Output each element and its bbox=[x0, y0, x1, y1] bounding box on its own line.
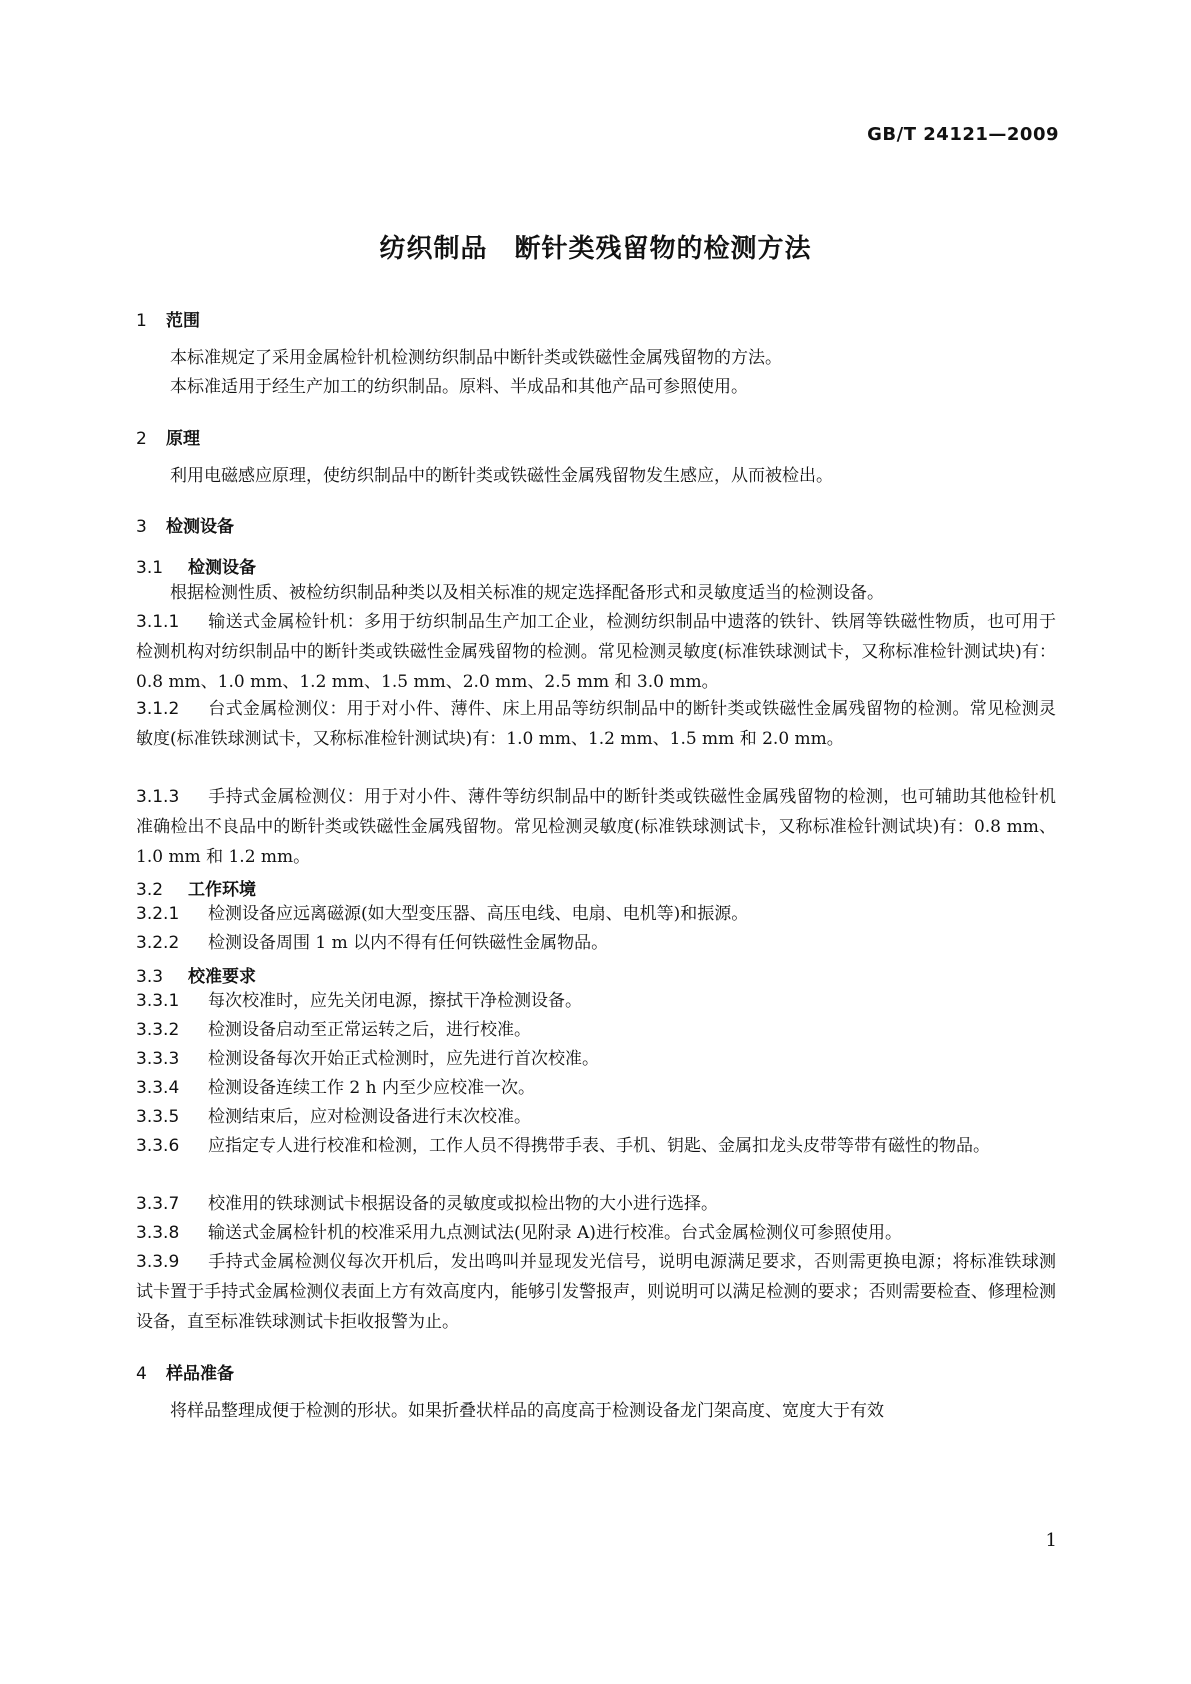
clause-text: 检测结束后，应对检测设备进行末次校准。 bbox=[208, 1107, 531, 1127]
clause-text: 手持式金属检测仪：用于对小件、薄件等纺织制品中的断针类或铁磁性金属残留物的检测，也可辅助其他检针机准确检出不良品中的断针类或铁磁性金属残留物。常见检测灵敏度(标准铁球测试卡，又称标准检针测试块)有：0.8 mm、1.0 mm 和 1.2 mm。 bbox=[136, 787, 1056, 867]
clause-text: 检测设备每次开始正式检测时，应先进行首次校准。 bbox=[208, 1049, 599, 1069]
page-number: 1 bbox=[1045, 1530, 1057, 1551]
paragraph: 将样品整理成便于检测的形状。如果折叠状样品的高度高于检测设备龙门架高度、宽度大于有效 bbox=[170, 1401, 884, 1421]
clause-number: 3.1.2 bbox=[136, 699, 180, 719]
clause-3-3-5 bbox=[136, 1102, 1056, 1132]
section-title: 原理 bbox=[166, 429, 200, 449]
clause-text: 检测设备应远离磁源(如大型变压器、高压电线、电扇、电机等)和振源。 bbox=[208, 904, 749, 924]
clause-text: 台式金属检测仪：用于对小件、薄件、床上用品等纺织制品中的断针类或铁磁性金属残留物的检测。常见检测灵敏度(标准铁球测试卡，又称标准检针测试块)有：1.0 mm、1.2 mm、1.5 mm 和 2.0 mm。 bbox=[136, 699, 1056, 749]
clause-number: 3.3.7 bbox=[136, 1194, 180, 1214]
clause-text: 每次校准时，应先关闭电源，擦拭干净检测设备。 bbox=[208, 991, 582, 1011]
clause-3-3-8 bbox=[136, 1218, 1056, 1248]
clause-text: 输送式金属检针机的校准采用九点测试法(见附录 A)进行校准。台式金属检测仪可参照使用。 bbox=[208, 1223, 902, 1243]
clause-text: 应指定专人进行校准和检测，工作人员不得携带手表、手机、钥匙、金属扣龙头皮带等带有磁性的物品。 bbox=[208, 1136, 990, 1156]
section-4-heading bbox=[136, 1359, 234, 1384]
subsection-title: 校准要求 bbox=[188, 967, 256, 987]
clause-3-3-4 bbox=[136, 1073, 1056, 1103]
clause-number: 3.3.3 bbox=[136, 1049, 180, 1069]
clause-number: 3.1.3 bbox=[136, 787, 180, 807]
clause-text: 输送式金属检针机：多用于纺织制品生产加工企业，检测纺织制品中遗落的铁针、铁屑等铁磁性物质，也可用于检测机构对纺织制品中的断针类或铁磁性金属残留物的检测。常见检测灵敏度(标准铁球测试卡，又称标准检针测试块)有：0.8 mm、1.0 mm、1.2 mm、1.5 mm、2.0 mm、2.5 mm 和 3.0 mm。 bbox=[136, 612, 1056, 692]
section-2-heading bbox=[136, 424, 200, 449]
section-number: 4 bbox=[136, 1364, 147, 1384]
paragraph: 本标准规定了采用金属检针机检测纺织制品中断针类或铁磁性金属残留物的方法。 bbox=[170, 348, 782, 368]
clause-number: 3.3.8 bbox=[136, 1223, 180, 1243]
clause-3-3-2 bbox=[136, 1015, 1056, 1045]
section-number: 3 bbox=[136, 517, 147, 537]
clause-text: 校准用的铁球测试卡根据设备的灵敏度或拟检出物的大小进行选择。 bbox=[208, 1194, 718, 1214]
document-title: 纺织制品 断针类残留物的检测方法 bbox=[379, 234, 812, 264]
clause-3-3-9 bbox=[136, 1247, 1056, 1337]
paragraph: 利用电磁感应原理，使纺织制品中的断针类或铁磁性金属残留物发生感应，从而被检出。 bbox=[170, 466, 833, 486]
subsection-3-2-heading bbox=[136, 875, 256, 900]
clause-number: 3.3.4 bbox=[136, 1078, 180, 1098]
clause-text: 检测设备连续工作 2 h 内至少应校准一次。 bbox=[208, 1078, 535, 1098]
clause-3-2-1 bbox=[136, 899, 1056, 929]
section-number: 2 bbox=[136, 429, 147, 449]
clause-3-3-1 bbox=[136, 986, 1056, 1016]
clause-number: 3.2.1 bbox=[136, 904, 180, 924]
subsection-number: 3.1 bbox=[136, 558, 164, 578]
section-title: 范围 bbox=[166, 311, 200, 331]
clause-3-1-2 bbox=[136, 694, 1056, 754]
clause-number: 3.1.1 bbox=[136, 612, 180, 632]
clause-number: 3.3.6 bbox=[136, 1136, 180, 1156]
subsection-number: 3.2 bbox=[136, 880, 164, 900]
clause-3-3-6 bbox=[136, 1131, 1056, 1161]
section-1-heading bbox=[136, 306, 200, 331]
clause-number: 3.3.1 bbox=[136, 991, 180, 1011]
clause-3-1-1 bbox=[136, 607, 1056, 697]
section-title: 检测设备 bbox=[166, 517, 234, 537]
clause-3-3-7 bbox=[136, 1189, 1056, 1219]
section-3-heading bbox=[136, 512, 234, 537]
section-number: 1 bbox=[136, 311, 147, 331]
subsection-title: 工作环境 bbox=[188, 880, 256, 900]
clause-text: 手持式金属检测仪每次开机后，发出鸣叫并显现发光信号，说明电源满足要求，否则需更换电源；将标准铁球测试卡置于手持式金属检测仪表面上方有效高度内，能够引发警报声，则说明可以满足检测的要求；否则需要检查、修理检测设备，直至标准铁球测试卡拒收报警为止。 bbox=[136, 1252, 1056, 1332]
clause-text: 检测设备启动至正常运转之后，进行校准。 bbox=[208, 1020, 531, 1040]
clause-3-2-2 bbox=[136, 928, 1056, 958]
clause-text: 检测设备周围 1 m 以内不得有任何铁磁性金属物品。 bbox=[208, 933, 609, 953]
paragraph: 本标准适用于经生产加工的纺织制品。原料、半成品和其他产品可参照使用。 bbox=[170, 377, 748, 397]
clause-number: 3.3.2 bbox=[136, 1020, 180, 1040]
clause-number: 3.2.2 bbox=[136, 933, 180, 953]
clause-number: 3.3.9 bbox=[136, 1252, 180, 1272]
clause-3-3-3 bbox=[136, 1044, 1056, 1074]
section-title: 样品准备 bbox=[166, 1364, 234, 1384]
subsection-title: 检测设备 bbox=[188, 558, 256, 578]
clause-3-1-3 bbox=[136, 782, 1056, 872]
paragraph: 根据检测性质、被检纺织制品种类以及相关标准的规定选择配备形式和灵敏度适当的检测设备。 bbox=[170, 583, 884, 603]
clause-number: 3.3.5 bbox=[136, 1107, 180, 1127]
standard-code: GB/T 24121—2009 bbox=[867, 124, 1059, 145]
subsection-3-1-heading bbox=[136, 553, 256, 578]
subsection-3-3-heading bbox=[136, 962, 256, 987]
subsection-number: 3.3 bbox=[136, 967, 164, 987]
